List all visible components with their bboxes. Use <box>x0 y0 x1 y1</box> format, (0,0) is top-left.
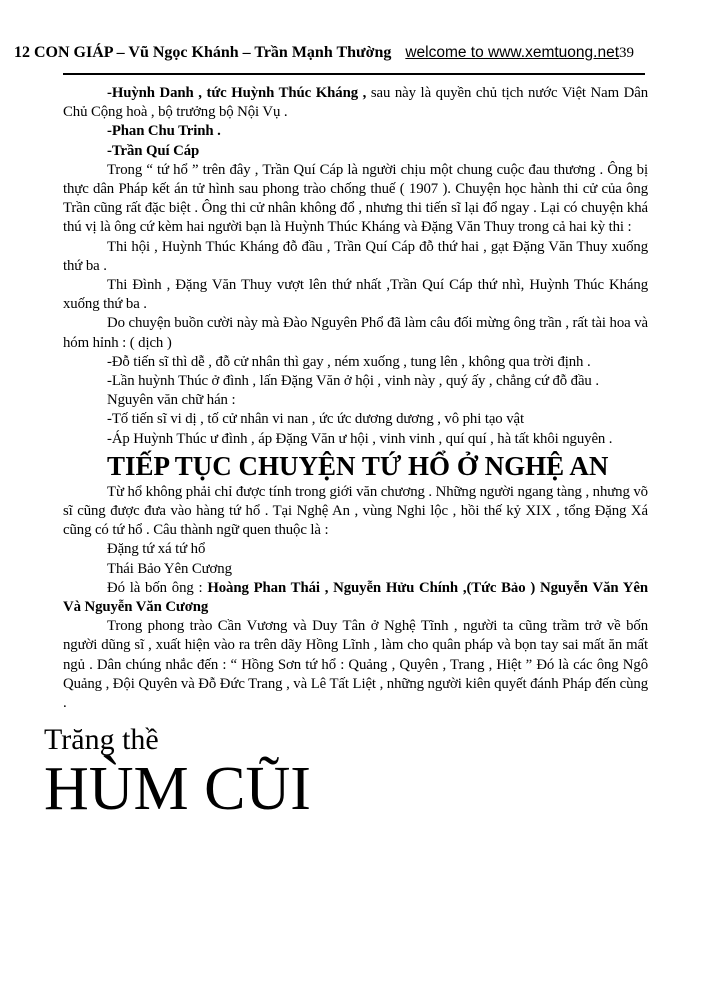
paragraph <box>63 353 648 372</box>
text-segment: Do chuyện buồn cười này mà Đào Nguyên Phổ đã làm câu đối mừng ông trần , rất tài hoa và hóm hỉnh : ( dịch ) <box>63 315 648 351</box>
paragraph <box>63 276 648 314</box>
paragraph <box>63 238 648 276</box>
text-segment: Trong phong trào Cần Vương và Duy Tân ở Nghệ Tĩnh , người ta cũng trầm trở về bốn người dũng sĩ , xuất hiện vào ra trên dãy Hồng Lĩnh , làm cho quân pháp và bọn tay sai mất ăn mất ngủ . Dân chúng nhắc đến : “ Hồng Sơn tứ hổ : Quảng , Quyên , Trang , Hiệt ” Đó là các ông Ngô Quảng , Đội Quyên và Đỗ Đức Trang , và Lê Tất Liệt , những người kiên quyết đánh Pháp đến cùng . <box>63 618 648 712</box>
paragraph <box>63 142 648 161</box>
text-segment: -Tố tiến sĩ vi dị , tố cử nhân vi nan , ức ức dương dương , vô phi tạo vật <box>107 411 524 428</box>
chapter-title: HÙM CŨI <box>44 755 311 824</box>
chapter-title-block <box>44 723 702 824</box>
paragraph <box>63 579 648 617</box>
text-segment: Đặng tứ xá tứ hổ <box>107 541 206 558</box>
text-segment: Thái Bảo Yên Cương <box>107 560 232 577</box>
document-body <box>0 84 702 713</box>
text-segment: TIẾP TỤC CHUYỆN TỨ HỔ Ở NGHỆ AN <box>107 450 609 481</box>
header-divider-rule <box>63 73 645 75</box>
page-header <box>0 0 702 62</box>
section-heading <box>63 449 648 483</box>
book-header-title: 12 CON GIÁP – Vũ Ngọc Khánh – Trần Mạnh Thường <box>14 44 392 61</box>
text-segment: Trong “ tứ hổ ” trên đây , Trần Quí Cáp là người chịu một chung cuộc đau thương . Ông bị thực dân Pháp kết án tử hình sau phong trào chống thuế ( 1907 ). Chuyện học hành thi cử của ông Trần cũng rất đặc biệt . Ông thi cử nhân không đổ , nhưng thi tiến sĩ lại đổ ngay . Lại có chuyện khá thú vị là ông cứ kèm hai người bạn là Huỳnh Thúc Kháng và Đặng Văn Thuy trong cả hai kỳ thi : <box>63 161 648 236</box>
text-segment: -Áp Huỳnh Thúc ư đình , áp Đặng Văn ư hội , vinh vinh , quí quí , hà tất khôi nguyên . <box>107 430 613 447</box>
paragraph <box>63 617 648 713</box>
paragraph <box>63 560 648 579</box>
paragraph <box>63 391 648 410</box>
text-segment: Thi Đình , Đặng Văn Thuy vượt lên thứ nhất ,Trần Quí Cáp thứ nhì, Huỳnh Thúc Kháng xuống thứ ba . <box>63 277 648 313</box>
paragraph <box>63 410 648 429</box>
paragraph <box>63 483 648 541</box>
paragraph <box>63 540 648 559</box>
chapter-subtitle: Trăng thề <box>44 723 159 757</box>
text-segment: -Lần huỳnh Thúc ở đình , lấn Đặng Văn ở hội , vinh này , quý ấy , chẳng cứ đỗ đầu . <box>107 373 599 390</box>
text-segment: -Đỗ tiến sĩ thì dễ , đỗ cử nhân thì gay , ném xuống , tung lên , không qua trời định . <box>107 353 591 370</box>
text-segment: Đó là bốn ông : <box>107 579 208 596</box>
paragraph <box>63 314 648 352</box>
page-number: 39 <box>619 45 634 61</box>
paragraph <box>63 84 648 122</box>
header-right-group <box>405 44 634 62</box>
text-segment: Thi hội , Huỳnh Thúc Kháng đỗ đầu , Trần Quí Cáp đỗ thứ hai , gạt Đặng Văn Thuy xuống thứ ba . <box>63 238 648 274</box>
text-segment: -Huỳnh Danh , tức Huỳnh Thúc Kháng , <box>107 85 371 101</box>
website-link[interactable]: welcome to www.xemtuong.net <box>405 44 619 61</box>
paragraph <box>63 122 648 141</box>
text-segment: -Phan Chu Trinh . <box>107 123 221 140</box>
text-segment: -Trần Quí Cáp <box>107 142 200 159</box>
paragraph <box>63 372 648 391</box>
text-segment: Hoàng Phan Thái , Nguyễn Hửu Chính ,(Tức Bảo ) Nguyễn Văn Yên Và Nguyễn Văn Cương <box>63 579 648 616</box>
text-segment: Từ hổ không phải chỉ được tính trong giới văn chương . Những người ngang tàng , nhưng võ sĩ cũng được đưa vào hàng tứ hổ . Tại Nghệ An , vùng Nghi lộc , hồi thế kỷ XIX , tổng Đặng Xá cũng có tứ hổ . Câu thành ngữ quen thuộc là : <box>63 483 648 539</box>
text-segment: sau này là quyền chủ tịch nước Việt Nam Dân Chủ Cộng hoà , bộ trưởng bộ Nội Vụ . <box>63 85 648 121</box>
paragraph <box>63 430 648 449</box>
text-segment: Nguyên văn chữ hán : <box>107 392 236 409</box>
paragraph <box>63 161 648 238</box>
